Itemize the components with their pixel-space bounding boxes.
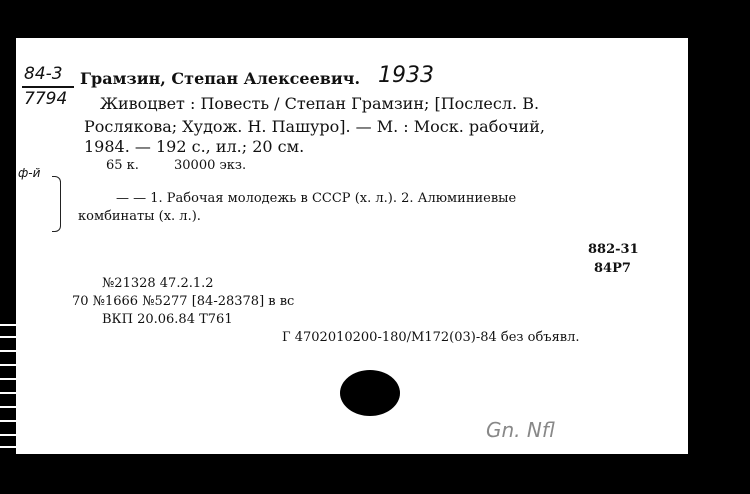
record-code-2: 70 №1666 №5277 [84-28378] в вс <box>72 294 295 309</box>
side-note: ф-й <box>18 166 41 180</box>
imprint-line-3: 1984. — 192 с., ил.; 20 см. <box>84 137 305 156</box>
classification-index-2: 84Р7 <box>594 261 631 276</box>
subject-headings-line-1: — — 1. Рабочая молодежь в СССР (х. л.). 2. Алюминиевые <box>116 191 517 206</box>
imprint-line-2: Рослякова; Худож. Н. Пашуро]. — М. : Моск. рабочий, <box>84 117 545 136</box>
subject-headings-line-2: комбинаты (х. л.). <box>78 209 201 224</box>
call-number-divider <box>22 86 74 88</box>
record-code-3: ВКП 20.06.84 Т761 <box>102 312 233 327</box>
birth-year-note: 1933 <box>378 63 434 88</box>
side-bracket <box>52 176 61 232</box>
record-code-1: №21328 47.2.1.2 <box>102 276 214 291</box>
faded-handwriting: Gn. Nfl <box>486 418 555 442</box>
card-punch-hole <box>340 370 400 416</box>
call-number-bottom: 7794 <box>24 89 68 109</box>
print-run: 30000 экз. <box>174 158 247 173</box>
call-number-top: 84-3 <box>24 64 63 84</box>
title-line: Живоцвет : Повесть / Степан Грамзин; [Послесл. В. <box>100 94 540 113</box>
catalog-card <box>16 38 688 454</box>
price: 65 к. <box>106 158 139 173</box>
classification-index-1: 882-31 <box>588 242 639 257</box>
author-heading: Грамзин, Степан Алексеевич. <box>80 69 361 88</box>
record-code-4: Г 4702010200-180/М172(03)-84 без объявл. <box>282 330 580 345</box>
